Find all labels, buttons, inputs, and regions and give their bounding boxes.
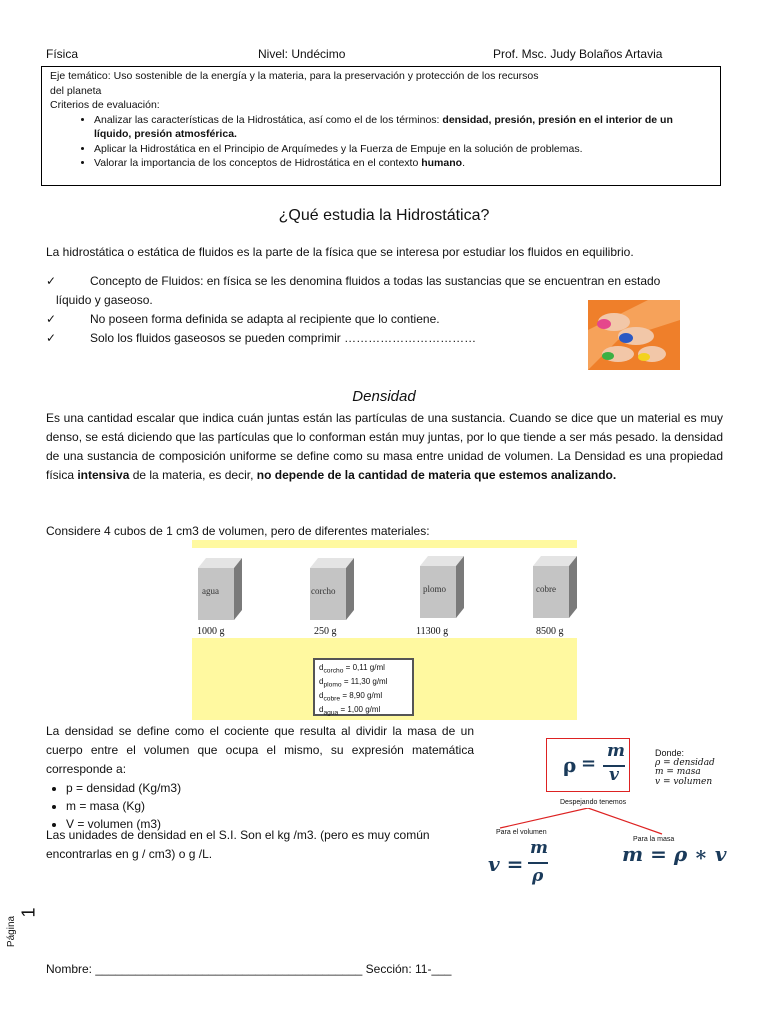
formula-eq: = [581,753,597,774]
formula-m: m [607,741,625,761]
units-paragraph: Las unidades de densidad en el S.I. Son el kg /m3. (pero es muy común encontrarlas en g / cm3) o g /L. [46,828,430,861]
criterio-3-bold: humano [421,157,463,169]
cube-cobre [533,556,577,623]
criterio-1-bold: densidad, presión, presión en el interior de un líquido, presión atmosférica. [94,113,673,140]
cube-label: plomo [423,584,447,594]
density-sub: corcho [323,667,344,675]
vol-lhs: v = [488,852,524,876]
vol-den: ρ [532,866,544,886]
densidad-title: Densidad [352,388,416,405]
density-value: = 8,90 g/ml [342,691,383,701]
para-volumen-label: Para el volumen [496,829,547,836]
density-sub: plomo [323,681,342,689]
para-masa-label: Para la masa [633,836,675,843]
eje-line2: del planeta [50,84,102,97]
densidad-text-a: Es una cantidad escalar que indica cuán juntas están las partículas de una sustancia. Cuando se dice que un material es muy denso, se está diciendo que las partículas que lo conforman están muy juntas, por lo que tiende a ser más pesado. la densidad de una sustancia de composición uniforme se define como su masa entre unidad de volumen. La Densidad es una propiedad física [46,411,723,482]
cube-agua [198,558,242,625]
section-title: ¿Qué estudia la Hidrostática? [278,207,490,224]
vol-fraction-bar [528,862,548,864]
cube-label: corcho [311,586,336,596]
criterio-3-end: . [462,157,465,169]
check-item-1-cont: líquido y gaseoso. [56,293,153,307]
page-number [4,904,44,954]
despejando-label: Despejando tenemos [560,799,627,806]
density-value: = 11,30 g/ml [343,677,388,687]
objectives-box [41,66,721,186]
criterios-list [50,113,712,171]
density-table [313,658,414,716]
mass-formula: m = ρ ∗ v [622,842,727,866]
density-formula-box [546,738,630,792]
donde-legend [655,749,715,787]
eje-line1: Eje temático: Uso sostenible de la energía y la materia, para la preservación y protección de los recursos [50,70,539,82]
bullet-density: • p = densidad (Kg/m3) [66,779,346,797]
density-value: = 1,00 g/ml [340,705,381,715]
formula-v: v [609,765,619,785]
densidad-bold-2: no depende de la cantidad de materia que estemos analizando. [256,468,617,482]
footer-line: Nombre: ________________________________________ Sección: 11-___ [46,962,452,976]
mass-cobre: 8500 g [536,626,564,637]
bullet-volume: • V = volumen (m3) [66,815,346,833]
cube-corcho [310,558,354,625]
density-sub: cobre [323,695,341,703]
teacher-label: Prof. Msc. Judy Bolaños Artavia [493,47,663,61]
mass-corcho: 250 g [314,626,337,637]
check-mark-icon: ✓ [46,274,57,288]
vol-num: m [530,838,548,858]
intro-paragraph: La hidrostática o estática de fluidos es la parte de la física que se interesa por estudiar los fluidos en equilibrio. [46,245,634,259]
donde-m: m = masa [655,767,701,777]
donde-rho: ρ = densidad [655,757,715,768]
definition-bullets [46,779,346,833]
mass-agua: 1000 g [197,626,225,637]
cube-label: agua [202,586,219,596]
criterio-3-text: Valorar la importancia de los conceptos de Hidrostática en el contexto [94,157,422,169]
definition-paragraph: La densidad se define como el cociente que resulta al dividir la masa de un cuerpo entre el volumen que ocupa el mismo, su expresión matemática corresponde a: [46,724,474,776]
criterio-1-text: Analizar las características de la Hidrostática, así como el de los términos: [94,113,443,126]
consider-text: Considere 4 cubos de 1 cm3 de volumen, pero de diferentes materiales: [46,524,430,538]
density-row: $d_{corcho} = 0,11$ g/ml [319,663,385,675]
densidad-text-b: de la materia, es decir, [129,468,257,482]
check-mark-icon: ✓ [46,312,57,326]
density-row: $d_{cobre} = 8,90$ g/ml [319,691,383,703]
criterio-1 [94,113,712,142]
bullet-mass: • m = masa (Kg) [66,797,346,815]
donde-v: v = volumen [655,776,713,787]
check-mark-icon: ✓ [46,331,57,345]
level-label: Nivel: Undécimo [258,47,346,61]
criterios-label: Criterios de evaluación: [50,99,160,111]
density-sub: agua [323,709,339,717]
page-label: Página [6,915,18,948]
check-item-1 [46,272,726,291]
cube-label: cobre [536,584,556,594]
density-row: $d_{agua} = 1,00$ g/ml [319,705,381,717]
density-value: = 0,11 g/ml [345,663,385,672]
mass-plomo: 11300 g [416,626,449,637]
densidad-paragraph [46,409,723,485]
donde-label: Donde: [655,748,685,758]
cubes-figure-panel [192,548,577,638]
volume-formula [488,838,558,894]
check-item-3-text: Solo los fluidos gaseosos se pueden comprimir …………………………… [90,331,477,345]
subject-label: Física [46,47,79,61]
criterio-3 [94,156,712,171]
check-item-1-text: Concepto de Fluidos: en física se les denomina fluidos a todas las sustancias que se encuentran en estado [90,274,661,288]
check-item-2-text: No poseen forma definida se adapta al recipiente que lo contiene. [90,312,440,326]
page-num: 1 [18,907,39,918]
fluid-nails-image [588,300,680,370]
density-row: $d_{plomo} = 11,30$ g/ml [319,677,388,689]
formula-rho: ρ [563,753,577,777]
cube-plomo [420,556,464,623]
criterio-2: • Aplicar la Hidrostática en el Principio de Arquímedes y la Fuerza de Empuje en la solución de problemas. [94,142,712,157]
densidad-bold-1: intensiva [77,468,130,482]
